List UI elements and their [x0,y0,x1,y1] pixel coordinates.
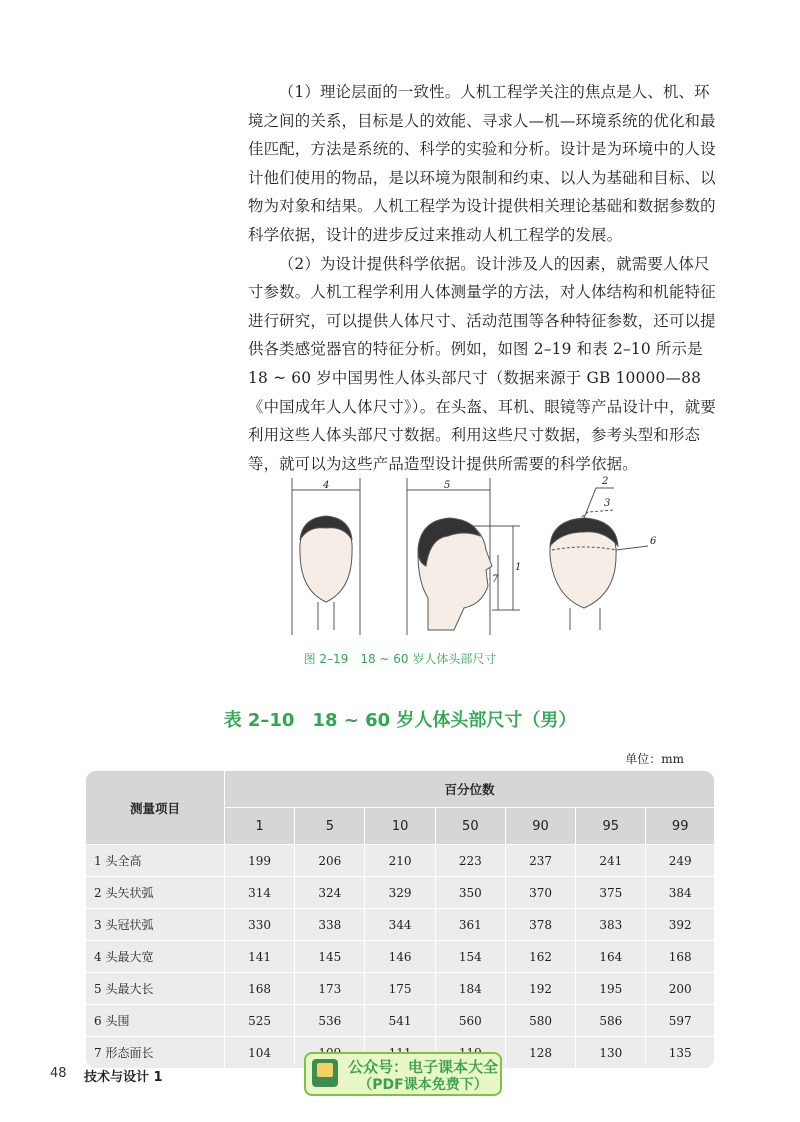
percentile-group-header: 百分位数 [225,771,714,808]
table-cell: 192 [506,973,576,1005]
table-cell: 329 [365,877,435,909]
measurement-item: 6 头围 [86,1005,225,1037]
table-cell: 162 [506,941,576,973]
side-view-head [407,478,520,635]
table-cell: 249 [646,845,714,877]
measurement-item: 2 头矢状弧 [86,877,225,909]
table-cell: 560 [436,1005,506,1037]
table-cell: 104 [225,1037,295,1068]
table-cell: 536 [295,1005,365,1037]
percentile-header: 5 [295,808,365,845]
table-cell: 375 [576,877,646,909]
paragraph-2: （2）为设计提供科学依据。设计涉及人的因素，就需要人体尺寸参数。人机工程学利用人体测量学的方法，对人体结构和机能特征进行研究，可以提供人体尺寸、活动范围等各种特征参数，还可以提供各类感觉器官的特征分析。例如，如图 2–19 和表 2–10 所示是 18 ~ 60 岁中国男性人体头部尺寸（数据来源于 GB 10000—88《中国成年人人体尺寸》）。在头盔、耳机、眼镜等产品设计中，就要利用这些人体头部尺寸数据。利用这些尺寸数据，参考头型和形态等，就可以为这些产品造型设计提供所需要的科学依据。 [248,254,716,473]
percentile-header: 50 [436,808,506,845]
table-cell: 154 [436,941,506,973]
page-number: 48 [50,1066,67,1081]
measurement-item: 5 头最大长 [86,973,225,1005]
front-view-head [292,478,360,635]
table-cell: 173 [295,973,365,1005]
head-dimension-table [86,771,714,1068]
table-cell: 370 [506,877,576,909]
table-cell: 384 [646,877,714,909]
table-cell: 330 [225,909,295,941]
table-cell: 130 [576,1037,646,1068]
body-text [248,78,718,478]
table-cell: 128 [506,1037,576,1068]
watermark-line-2: （PDF课本免费下） [358,1077,488,1093]
table-cell: 525 [225,1005,295,1037]
watermark-badge [304,1052,502,1096]
book-icon [312,1059,338,1087]
label-7: 7 [492,574,499,585]
label-3: 3 [604,498,611,509]
table-cell: 383 [576,909,646,941]
percentile-header: 90 [506,808,576,845]
table-cell: 200 [646,973,714,1005]
table-cell: 145 [295,941,365,973]
table-cell: 541 [365,1005,435,1037]
table-row [86,877,714,909]
table-cell: 199 [225,845,295,877]
table-cell: 392 [646,909,714,941]
table-cell: 210 [365,845,435,877]
table-cell: 237 [506,845,576,877]
measurement-item: 1 头全高 [86,845,225,877]
table-row [86,941,714,973]
measurement-item: 3 头冠状弧 [86,909,225,941]
table-cell: 378 [506,909,576,941]
label-6: 6 [650,536,657,547]
head-illustrations [278,470,686,640]
measurement-item: 4 头最大宽 [86,941,225,973]
table-row [86,1005,714,1037]
table-row [86,845,714,877]
item-header: 测量项目 [86,771,225,845]
table-cell: 164 [576,941,646,973]
table-cell: 146 [365,941,435,973]
table-cell: 338 [295,909,365,941]
measurement-item: 7 形态面长 [86,1037,225,1068]
figure-caption: 图 2–19 18 ~ 60 岁人体头部尺寸 [303,652,497,666]
table-cell: 314 [225,877,295,909]
percentile-header: 1 [225,808,295,845]
label-5: 5 [444,480,451,491]
book-title: 技术与设计 1 [84,1070,163,1085]
table-cell: 168 [225,973,295,1005]
table-cell: 168 [646,941,714,973]
table-cell: 361 [436,909,506,941]
table-row [86,909,714,941]
table-row [86,973,714,1005]
percentile-header: 10 [365,808,435,845]
label-4: 4 [323,480,330,491]
table-cell: 241 [576,845,646,877]
table-cell: 223 [436,845,506,877]
label-1: 1 [515,562,522,573]
watermark-line-1: 公众号：电子课本大全 [348,1058,499,1076]
table-cell: 195 [576,973,646,1005]
table-cell: 580 [506,1005,576,1037]
table-cell: 184 [436,973,506,1005]
table-cell: 141 [225,941,295,973]
table-cell: 597 [646,1005,714,1037]
percentile-header: 95 [576,808,646,845]
table-cell: 135 [646,1037,714,1068]
paragraph-1: （1）理论层面的一致性。人机工程学关注的焦点是人、机、环境之间的关系，目标是人的效能、寻求人—机—环境系统的优化和最佳匹配，方法是系统的、科学的实验和分析。设计是为环境中的人设计他们使用的物品，是以环境为限制和约束、以人为基础和目标、以物为对象和结果。人机工程学为设计提供相关理论基础和数据参数的科学依据，设计的进步反过来推动人机工程学的发展。 [248,83,716,244]
table-title: 表 2–10 18 ~ 60 岁人体头部尺寸（男） [223,710,577,731]
table-cell: 344 [365,909,435,941]
percentile-header: 99 [646,808,714,845]
table-cell: 206 [295,845,365,877]
table-cell: 350 [436,877,506,909]
head-dimensions-figure [278,470,686,640]
label-2: 2 [602,476,609,487]
table-cell: 586 [576,1005,646,1037]
unit-label: 单位：mm [625,752,684,766]
table-cell: 175 [365,973,435,1005]
three-quarter-view-head [550,488,648,630]
table-cell: 324 [295,877,365,909]
